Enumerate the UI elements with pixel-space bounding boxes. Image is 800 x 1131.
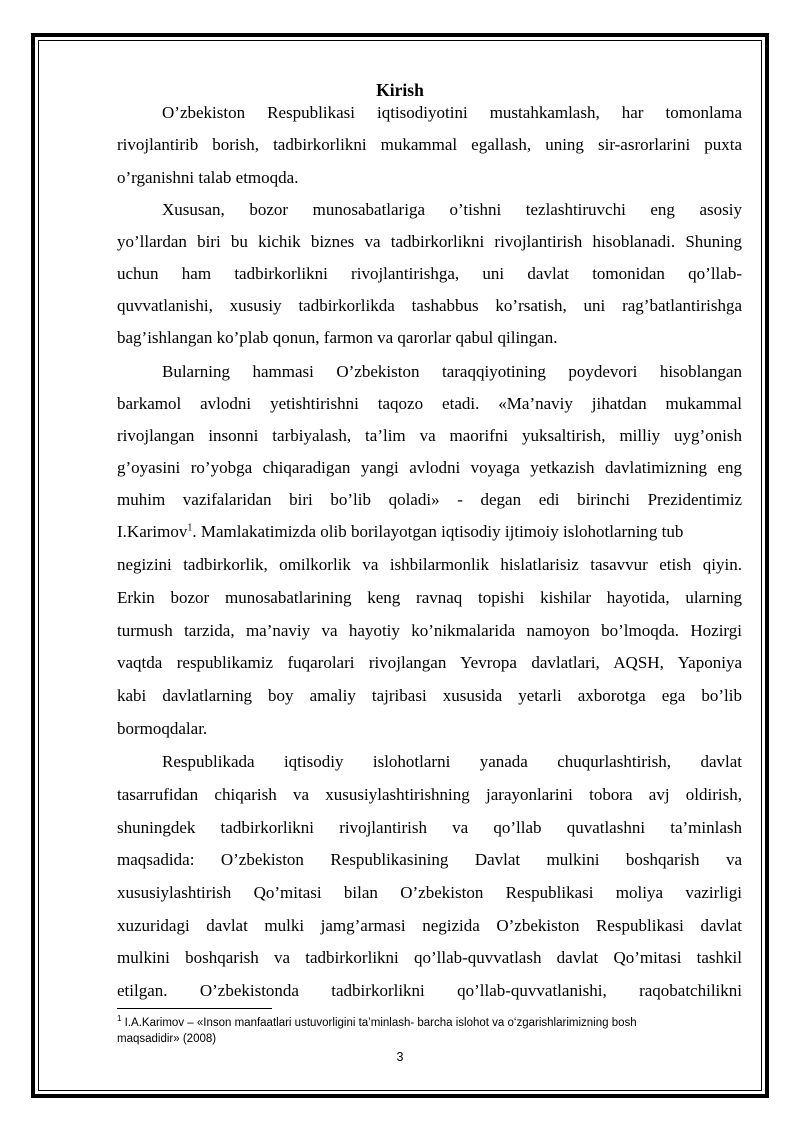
body-line: Respublikada iqtisodiy islohotlarni yanada chuqurlashtirish, davlat (162, 752, 742, 771)
body-line: turmush tarzida, ma’naviy va hayotiy ko’nikmalarida namoyon bo’lmoqda. Hozirgi (117, 621, 742, 640)
body-line: uchun ham tadbirkorlikni rivojlantirishga, uni davlat tomonidan qo’llab- (117, 264, 742, 283)
body-line: muhim vazifalaridan biri bo’lib qoladi» - degan edi birinchi Prezidentimiz (117, 490, 742, 509)
body-line: xuzuridagi davlat mulki jamg’armasi negizida O’zbekiston Respublikasi davlat (117, 916, 742, 935)
body-line: bag’ishlangan ko’plab qonun, farmon va qarorlar qabul qilingan. (117, 328, 558, 347)
body-line: rivojlangan insonni tarbiyalash, ta’lim va maorifni yuksaltirish, milliy uyg’onish (117, 426, 742, 445)
line-text: . Mamlakatimizda olib borilayotgan iqtisodiy ijtimoiy islohotlarning tub (192, 522, 684, 541)
body-line: bormoqdalar. (117, 719, 208, 738)
body-line: shuningdek tadbirkorlikni rivojlantirish va qo’llab quvatlashni ta’minlash (117, 818, 742, 837)
body-line: xususiylashtirish Qo’mitasi bilan O’zbekiston Respublikasi moliya vazirligi (117, 883, 742, 902)
body-line: Erkin bozor munosabatlarining keng ravnaq topishi kishilar hayotida, ularning (117, 588, 742, 607)
body-line: kabi davlatlarning boy amaliy tajribasi xususida yetarli axborotga ega bo’lib (117, 686, 742, 705)
body-line: quvvatlanishi, xususiy tadbirkorlikda tashabbus ko’rsatish, uni rag’batlantirishga (117, 296, 742, 315)
section-title: Kirish (376, 80, 424, 100)
page-number: 3 (396, 1050, 404, 1064)
body-line: barkamol avlodni yetishtirishni taqozo etadi. «Ma’naviy jihatdan mukammal (117, 394, 742, 413)
body-line: o’rganishni talab etmoqda. (117, 168, 299, 187)
body-line: g’oyasini ro’yobga chiqaradigan yangi avlodni voyaga yetkazish davlatimizning eng (117, 458, 742, 477)
body-line: tasarrufidan chiqarish va xususiylashtirishning jarayonlarini tobora avj oldirish, (117, 785, 742, 804)
footnote-mark: 1 (117, 1014, 122, 1024)
body-line: Bularning hammasi O’zbekiston taraqqiyotining poydevori hisoblangan (162, 362, 742, 381)
line-text: I.Karimov (117, 522, 188, 541)
footnote-ref[interactable]: 1 (187, 522, 193, 534)
body-line: negizini tadbirkorlik, omilkorlik va ishbilarmonlik hislatlarisiz tasavvur etish qiyin. (117, 555, 742, 574)
body-line: yo’llardan biri bu kichik biznes va tadbirkorlikni rivojlantirish hisoblanadi. Shuning (117, 232, 742, 251)
body-line: etilgan. O’zbekistonda tadbirkorlikni qo’llab-quvvatlanishi, raqobatchilikni (117, 981, 742, 1000)
footnote-text: I.A.Karimov – «Inson manfaatlari ustuvorligini ta’minlash- barcha islohot va o‘zgarishlarimizning bosh (121, 1017, 637, 1029)
body-line: O’zbekiston Respublikasi iqtisodiyotini mustahkamlash, har tomonlama (162, 103, 742, 122)
footnote-line: maqsadidir» (2008) (117, 1033, 217, 1045)
body-line: rivojlantirib borish, tadbirkorlikni mukammal egallash, uning sir-asrorlarini puxta (117, 135, 742, 154)
body-line: mulkini boshqarish va tadbirkorlikni qo’llab-quvvatlash davlat Qo’mitasi tashkil (117, 948, 742, 967)
footnote-separator (117, 1008, 272, 1009)
body-line: Xususan, bozor munosabatlariga o’tishni tezlashtiruvchi eng asosiy (162, 200, 742, 219)
footnote-line (117, 1016, 637, 1030)
body-line-with-footnote-ref (117, 521, 742, 543)
body-line: maqsadida: O’zbekiston Respublikasining Davlat mulkini boshqarish va (117, 850, 742, 869)
body-line: vaqtda respublikamiz fuqarolari rivojlangan Yevropa davlatlari, AQSH, Yaponiya (117, 653, 742, 672)
